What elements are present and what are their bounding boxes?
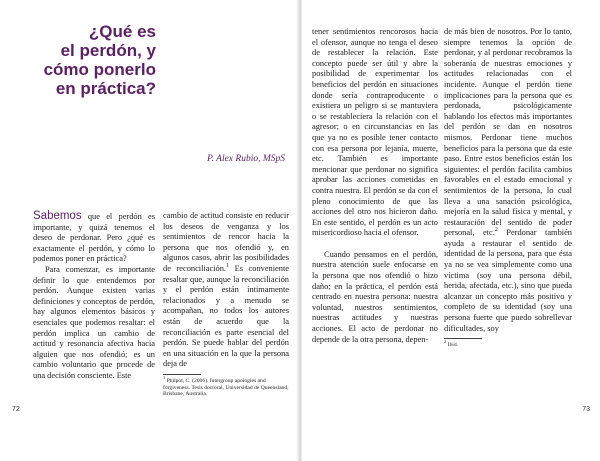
title-line: cómo ponerlo xyxy=(43,60,156,79)
paragraph: tener sentimientos rencorosos hacia el ofensor, aunque no tenga el deseo de restablecer la relación. Este concepto puede ser útil y abre la posibilidad de experimentar los beneficios del perdón en situaciones donde sería contraproducente o existiera un peligro si se mantuviera o se restableciera la relación con el agresor; o en circunstancias en las que ya no es posible tener contacto con esa persona por lejanía, muerte, etc. También es importante mencionar que perdonar no significa aprobar las acciones cometidas en contra nuestra. El perdón se da con el pleno conocimiento de que las acciones del otro nos hicieron daño. En este sentido, el perdón es un acto misericordioso hacia el ofensor. xyxy=(312,27,438,238)
footnote-marker: 2 xyxy=(494,227,498,234)
title-line: el perdón, y xyxy=(60,41,156,60)
right-column-2 xyxy=(444,27,572,349)
paragraph: Para comenzar, es importante definir lo que entendemos por perdón. Aunque existen varias definiciones y conceptos de perdón, hay algunos elementos básicos y esenciales que podemos resaltar: el perdón implica un cambio de actitud y resonancia afectiva hacia alguien que nos ofendió; es un cambio voluntario que procede de una decisión consciente. Este xyxy=(33,264,155,380)
paragraph-text: que el perdón es importante, y quizá tenemos el deseo de perdonar. Pero ¿qué es exactamente el perdón, y cómo lo podemos poner en práctica? xyxy=(33,212,155,264)
paragraph-text: cambio de actitud consiste en reducir los deseos de venganza y los sentimientos de rencor hacia la persona que nos ofendió y, en algunos casos, abrir las posibilidades de reconciliación. xyxy=(163,211,289,273)
footnote-number: 2 xyxy=(444,339,447,345)
footnote-separator xyxy=(163,374,201,375)
article-title xyxy=(0,22,156,98)
footnote-separator xyxy=(444,338,482,339)
paragraph xyxy=(163,211,289,370)
paragraph xyxy=(444,27,572,334)
footnote-marker: 1 xyxy=(226,263,230,270)
title-line: ¿Qué es xyxy=(88,22,156,41)
left-column-1 xyxy=(33,211,155,382)
footnote xyxy=(444,339,572,349)
paragraph-text: Es conveniente resaltar que, aunque la reconciliación y el perdón están íntimamente relacionados y a menudo se acompañan, no todos los autores están de acuerdo que la reconciliación es parte esencial del perdón. Se puede hablar del perdón en una situación en la que la persona deja de xyxy=(163,263,289,369)
footnote xyxy=(163,375,289,398)
paragraph-text: de más bien de nosotros. Por lo tanto, siempre tenemos la opción de perdonar, y al perdonar recobramos la soberanía de nuestras emociones y actitudes relacionadas con el incidente. Aunque el perdón tiene implicaciones para la persona que es perdonada, psicológicamente hablando los efectos más importantes del perdón se dan en nosotros mismos. Perdonar tiene muchos beneficios para la persona que da este paso. Entre estos beneficios están los siguientes: el perdón facilita cambios favorables en el estado emocional y sentimientos de la persona, lo cual lleva a una sanación psicológica, mejoría en la salud física y mental, y restauración del sentido de poder personal, etc. xyxy=(444,27,572,238)
footnote-text: Philpot, C. (2006). Intergroup apologies and forgiveness. Tesis doctoral, Universidad de Queensland, Brisbane, Australia. xyxy=(163,377,289,398)
paragraph: Cuando pensamos en el perdón, nuestra atención suele enfocarse en la persona que nos ofendió o hizo daño; en la práctica, el perdón está centrado en nuestra persona: nuestra voluntad, nuestros sentimientos, nuestras actitudes y nuestras acciones. El acto de perdonar no depende de la otra persona, depen- xyxy=(312,249,438,344)
opening-paragraph xyxy=(33,211,155,265)
page-number-right: 73 xyxy=(582,406,590,413)
paragraph-text: Perdonar también ayuda a restaurar el sentido de identidad de la persona, para que ésta ya no se vea simplemente como una víctima (soy una persona débil, herida, afectada, etc.), sino que pueda alcanzar un concepto más positivo y completo de su identidad (soy una persona fuerte que puedo sobrellevar dificultades, soy xyxy=(444,228,572,333)
footnote-number: 1 xyxy=(163,375,166,381)
drop-word: Sabemos xyxy=(33,210,82,222)
page-number-left: 72 xyxy=(12,406,20,413)
left-page xyxy=(0,0,298,461)
author-byline: P. Alex Rubio, MSpS xyxy=(206,154,285,164)
footnote-text: Ibid. xyxy=(446,342,459,349)
right-page xyxy=(302,0,600,461)
title-line: en práctica? xyxy=(55,79,156,98)
right-column-1 xyxy=(312,27,438,345)
left-column-2 xyxy=(163,211,289,398)
